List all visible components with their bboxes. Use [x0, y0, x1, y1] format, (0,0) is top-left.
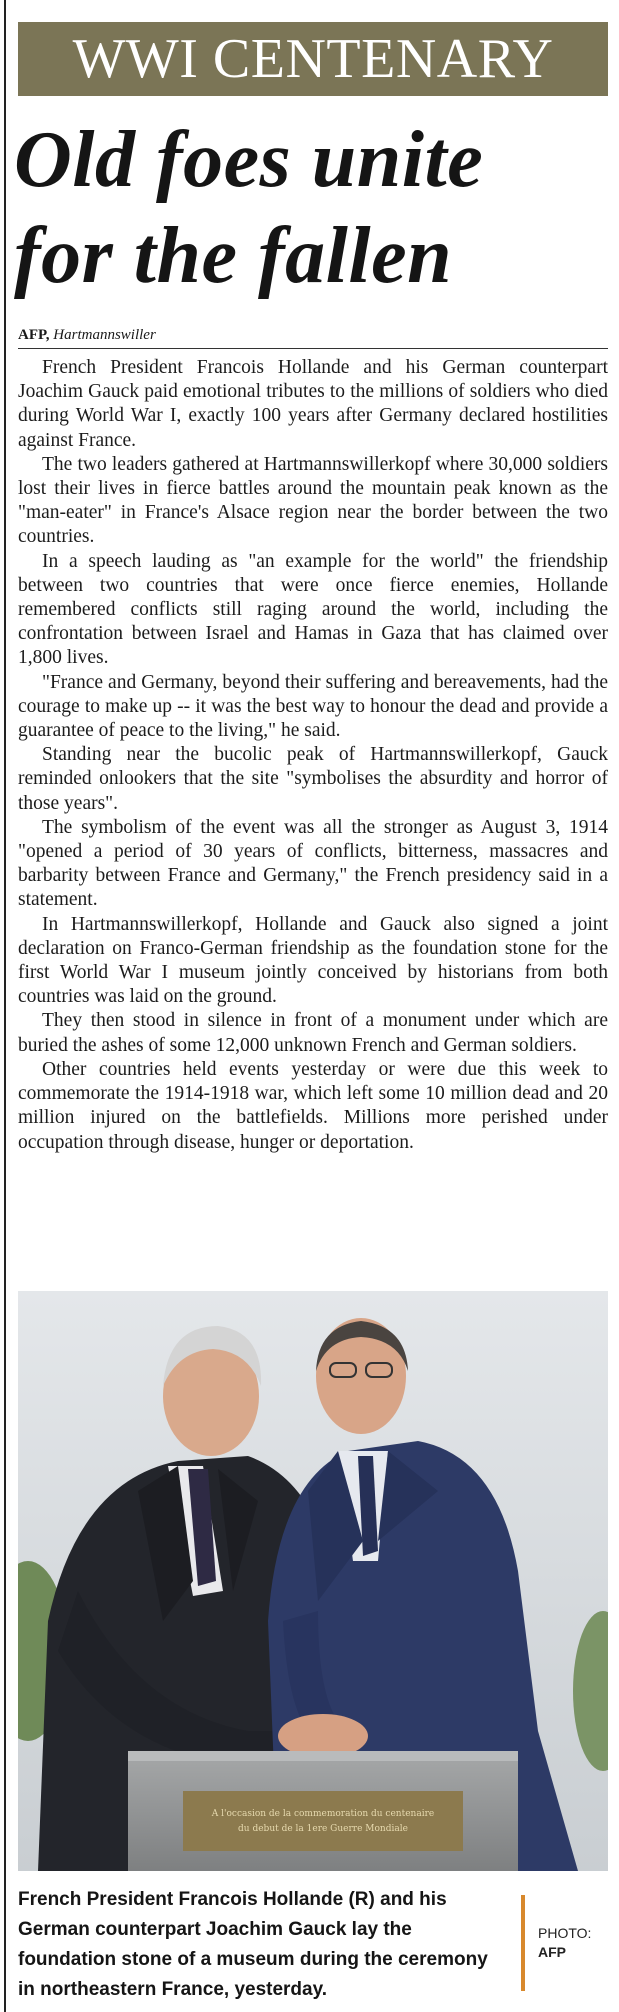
- news-photo: [18, 1291, 608, 1871]
- article-paragraph: In Hartmannswillerkopf, Hollande and Gauck also signed a joint declaration on Franco-German friendship as the foundation stone for the first World War I museum jointly conceived by historians from both countries was laid on the ground.: [18, 913, 608, 1008]
- article-paragraph: Other countries held events yesterday or were due this week to commemorate the 1914-1918 war, which left some 10 million dead and 20 million injured on the battlefields. Millions more perished under occupation through disease, hunger or deportation.: [18, 1058, 608, 1153]
- byline-agency: AFP,: [18, 327, 50, 343]
- plaque-line-1: A l'occasion de la commemoration du centenaire: [211, 1809, 435, 1819]
- photo-caption: French President Francois Hollande (R) and his German counterpart Joachim Gauck lay the foundation stone of a museum during the ceremony in northeastern France, yesterday.: [18, 1889, 488, 2000]
- foundation-stone: [128, 1751, 518, 1871]
- page-left-rule: [4, 0, 6, 2012]
- article-paragraph: French President Francois Hollande and his German counterpart Joachim Gauck paid emotional tributes to the millions of soldiers who died during World War I, exactly 100 years after Germany declared hostilities against France.: [18, 357, 608, 451]
- photo-credit-label: PHOTO:: [538, 1925, 592, 1941]
- headline: [14, 112, 614, 304]
- plaque-line-2: du debut de la 1ere Guerre Mondiale: [238, 1824, 408, 1834]
- article-paragraph: The two leaders gathered at Hartmannswillerkopf where 30,000 soldiers lost their lives in fierce battles around the mountain peak known as the "man-eater" in France's Alsace region near the border between the two countries.: [18, 453, 608, 548]
- article-paragraph: In a speech lauding as "an example for the world" the friendship between two countries that were once fierce enemies, Hollande remembered conflicts still raging around the world, including the confrontation between Israel and Hamas in Gaza that has claimed over 1,800 lives.: [18, 550, 608, 669]
- byline: [18, 323, 608, 349]
- credit-divider: [521, 1895, 525, 1991]
- article-paragraph: "France and Germany, beyond their suffering and bereavements, had the courage to make up -- it was the best way to honour the dead and provide a guarantee of peace to the living," he said.: [18, 671, 608, 742]
- byline-place: Hartmannswiller: [53, 327, 156, 343]
- article-paragraph: They then stood in silence in front of a monument under which are buried the ashes of some 12,000 unknown French and German soldiers.: [18, 1010, 608, 1056]
- photo-illustration: [18, 1291, 608, 1871]
- headline-line-2: for the fallen: [14, 212, 453, 300]
- article-body: [18, 356, 608, 1155]
- photo-credit: [538, 1924, 608, 1962]
- article-paragraph: The symbolism of the event was all the stronger as August 3, 1914 "opened a period of 30 years of conflicts, bitterness, massacres and barbarity between France and Germany," the French presidency said in a statement.: [18, 816, 608, 911]
- section-kicker: WWI CENTENARY: [18, 22, 608, 96]
- photo-credit-agency: AFP: [538, 1944, 566, 1960]
- article-paragraph: Standing near the bucolic peak of Hartmannswillerkopf, Gauck reminded onlookers that the site "symbolises the absurdity and horror of those years".: [18, 744, 608, 814]
- headline-line-1: Old foes unite: [14, 116, 484, 204]
